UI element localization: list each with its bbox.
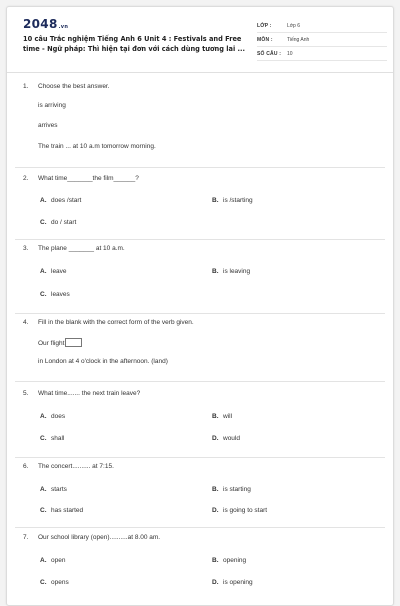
question-divider bbox=[15, 313, 385, 314]
question-5-text: What time....... the next train leave? bbox=[38, 390, 141, 397]
option-text: open bbox=[51, 557, 66, 564]
question-divider bbox=[15, 381, 385, 382]
question-6-option-d[interactable] bbox=[212, 507, 267, 514]
question-2-number: 2. bbox=[23, 175, 29, 182]
answer-blank-input[interactable] bbox=[65, 338, 82, 347]
question-6-option-c[interactable] bbox=[40, 507, 83, 514]
option-text: has started bbox=[51, 507, 84, 514]
option-text: starts bbox=[51, 486, 67, 493]
option-letter: A. bbox=[40, 197, 47, 204]
option-text: is starting bbox=[223, 486, 251, 493]
meta-subject bbox=[257, 35, 387, 47]
question-3-option-a[interactable] bbox=[40, 268, 67, 275]
question-6-text: The concert.......... at 7:15. bbox=[38, 463, 114, 470]
question-1-text: Choose the best answer. bbox=[38, 83, 110, 90]
option-letter: A. bbox=[40, 413, 47, 420]
option-text: is going to start bbox=[223, 507, 268, 514]
question-4-line: in London at 4 o'clock in the afternoon. (land) bbox=[38, 358, 168, 365]
option-letter: B. bbox=[212, 557, 219, 564]
meta-count-value: 10 bbox=[287, 51, 293, 57]
question-1-line: arrives bbox=[38, 122, 58, 129]
meta-count bbox=[257, 49, 387, 61]
option-letter: A. bbox=[40, 268, 47, 275]
question-divider bbox=[15, 457, 385, 458]
question-3-option-c[interactable] bbox=[40, 291, 70, 298]
question-1-line: The train ... at 10 a.m tomorrow morning. bbox=[38, 143, 156, 150]
question-6-option-a[interactable] bbox=[40, 486, 67, 493]
option-letter: C. bbox=[40, 579, 47, 586]
option-letter: C. bbox=[40, 507, 47, 514]
option-letter: B. bbox=[212, 268, 219, 275]
question-7-option-c[interactable] bbox=[40, 579, 69, 586]
question-3-option-b[interactable] bbox=[212, 268, 250, 275]
option-text: leave bbox=[51, 268, 67, 275]
option-text: is /starting bbox=[223, 197, 253, 204]
quiz-title: 10 câu Trắc nghiệm Tiếng Anh 6 Unit 4 : Festivals and Free time - Ngữ pháp: Thì hiện tại đơn với cách dùng tương lai ... bbox=[23, 35, 246, 53]
question-3-number: 3. bbox=[23, 245, 29, 252]
option-text: is leaving bbox=[223, 268, 251, 275]
site-logo[interactable] bbox=[23, 17, 68, 31]
quiz-meta bbox=[257, 21, 387, 63]
question-4-text: Fill in the blank with the correct form of the verb given. bbox=[38, 319, 194, 326]
logo-suffix: .vn bbox=[58, 24, 69, 30]
option-text: does /start bbox=[51, 197, 82, 204]
question-5-option-d[interactable] bbox=[212, 435, 240, 442]
question-3-text: The plane _______ at 10 a.m. bbox=[38, 245, 125, 252]
worksheet-header bbox=[7, 7, 393, 73]
option-text: does bbox=[51, 413, 66, 420]
question-1-line: is arriving bbox=[38, 102, 66, 109]
option-text: leaves bbox=[51, 291, 70, 298]
option-letter: B. bbox=[212, 486, 219, 493]
option-letter: D. bbox=[212, 507, 219, 514]
question-7-option-b[interactable] bbox=[212, 557, 246, 564]
question-7-option-a[interactable] bbox=[40, 557, 65, 564]
question-4-line bbox=[38, 338, 82, 347]
question-7-text: Our school library (open)..........at 8.00 am. bbox=[38, 534, 161, 541]
meta-count-label: SỐ CÂU : bbox=[257, 51, 282, 57]
option-text: do / start bbox=[51, 219, 77, 226]
logo-text: 2048 bbox=[23, 17, 58, 31]
meta-subject-label: MÔN : bbox=[257, 37, 273, 43]
question-6-option-b[interactable] bbox=[212, 486, 251, 493]
option-letter: C. bbox=[40, 435, 47, 442]
question-5-option-b[interactable] bbox=[212, 413, 232, 420]
question-divider bbox=[15, 167, 385, 168]
question-5-number: 5. bbox=[23, 390, 29, 397]
option-letter: A. bbox=[40, 557, 47, 564]
option-text: would bbox=[223, 435, 240, 442]
question-divider bbox=[15, 527, 385, 528]
question-4-prompt: Our flight bbox=[38, 340, 65, 347]
option-letter: A. bbox=[40, 486, 47, 493]
meta-subject-value: Tiếng Anh bbox=[287, 37, 310, 43]
option-letter: D. bbox=[212, 435, 219, 442]
question-5-option-c[interactable] bbox=[40, 435, 64, 442]
question-4-number: 4. bbox=[23, 319, 29, 326]
question-7-option-d[interactable] bbox=[212, 579, 253, 586]
option-text: opens bbox=[51, 579, 69, 586]
option-letter: C. bbox=[40, 291, 47, 298]
option-text: shall bbox=[51, 435, 65, 442]
option-text: is opening bbox=[223, 579, 253, 586]
question-2-text: What time_______the film______? bbox=[38, 175, 139, 182]
meta-class bbox=[257, 21, 387, 33]
question-1-number: 1. bbox=[23, 83, 29, 90]
question-7-number: 7. bbox=[23, 534, 29, 541]
worksheet bbox=[6, 6, 394, 606]
option-text: opening bbox=[223, 557, 247, 564]
option-text: will bbox=[223, 413, 233, 420]
question-2-option-c[interactable] bbox=[40, 219, 76, 226]
meta-class-value: Lớp 6 bbox=[287, 23, 301, 29]
option-letter: B. bbox=[212, 413, 219, 420]
option-letter: C. bbox=[40, 219, 47, 226]
question-divider bbox=[15, 239, 385, 240]
option-letter: D. bbox=[212, 579, 219, 586]
question-5-option-a[interactable] bbox=[40, 413, 65, 420]
meta-class-label: LỚP : bbox=[257, 23, 272, 29]
question-2-option-b[interactable] bbox=[212, 197, 253, 204]
question-6-number: 6. bbox=[23, 463, 29, 470]
option-letter: B. bbox=[212, 197, 219, 204]
question-2-option-a[interactable] bbox=[40, 197, 81, 204]
